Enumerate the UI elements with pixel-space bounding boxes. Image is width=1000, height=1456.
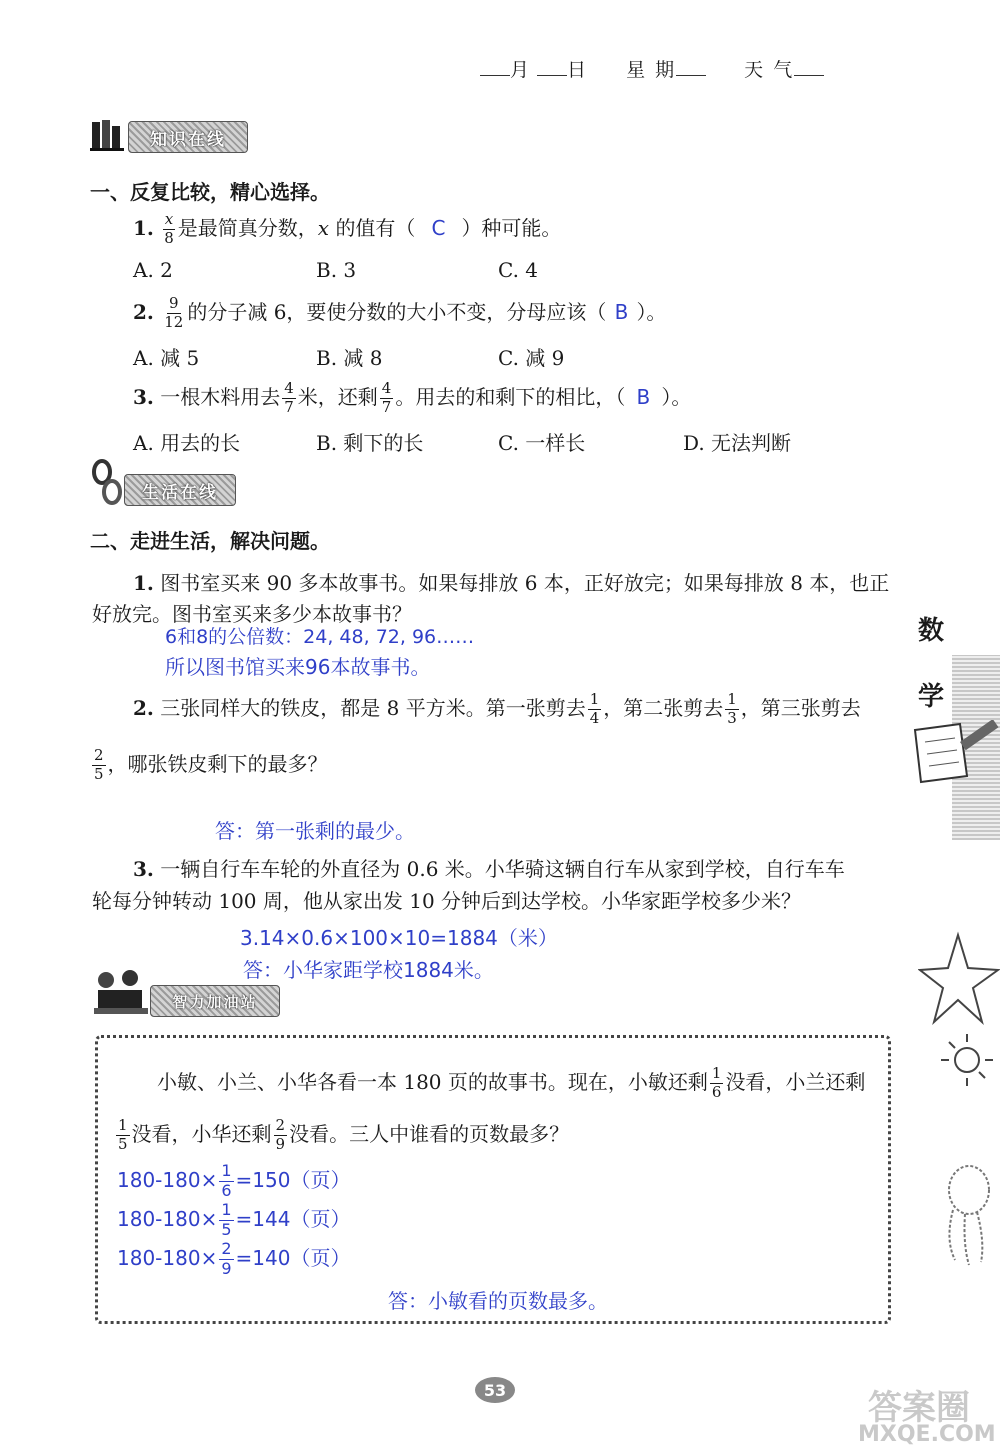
handwritten-answer: 答：第一张剩的最少。 [215, 819, 415, 843]
question-1-1: 1. $\frac{x}{8}$ 是最简真分数，x 的值有（ C ）种可能。 [133, 206, 561, 250]
question-2-1-line2: 好放完。图书室买来多少本故事书？ [92, 602, 412, 626]
question-2-3-line1: 3. 一辆自行车车轮的外直径为 0.6 米。小华骑这辆自行车从家到学校，自行车车 [133, 857, 845, 881]
option-b: B. 减 8 [316, 346, 383, 370]
calc-line-2: 180-180× $\frac{1}{5}$ =144（页） [117, 1200, 351, 1239]
fraction: $\frac{1}{4}$ [589, 690, 600, 727]
section-banner-life: 生活在线 [124, 474, 236, 506]
page-number: 53 [475, 1377, 515, 1403]
watermark-logo: 答案圈 [868, 1388, 970, 1428]
handwritten-answer: B [614, 300, 629, 324]
question-2-1-line1: 1. 图书室买来 90 多本故事书。如果每排放 6 本，正好放完；如果每排放 8 本，也正 [133, 571, 890, 595]
option-c: C. 一样长 [498, 431, 586, 455]
handwritten-answer: C [431, 216, 446, 240]
fraction: $\frac{2}{9}$ [275, 1116, 286, 1153]
question-2-2-line2: $\frac{2}{5}$ ，哪张铁皮剩下的最多？ [94, 746, 328, 783]
octopus-doodle-icon [935, 1150, 1000, 1270]
fraction: $\frac{2}{9}$ [221, 1239, 232, 1278]
question-1-3: 3. 一根木料用去 $\frac{4}{7}$ 米，还剩 $\frac{4}{7}$ 。用去的和剩下的相比，（ B ）。 [133, 375, 691, 419]
option-a: A. 用去的长 [133, 431, 241, 455]
challenge-answer: 答：小敏看的页数最多。 [388, 1289, 608, 1313]
day-label: 日 [567, 59, 589, 81]
question-number: 1. [133, 216, 154, 240]
weekday-label: 星 期 [626, 59, 677, 81]
question-1-2: 2. $\frac{9}{12}$ 的分子减 6，要使分数的大小不变，分母应该（ B ）。 [133, 290, 666, 334]
calc-line-1: 180-180× $\frac{1}{6}$ =150（页） [117, 1161, 351, 1200]
fraction: $\frac{1}{3}$ [727, 690, 737, 727]
question-2-2-line1: 2. 三张同样大的铁皮，都是 8 平方米。第一张剪去 $\frac{1}{4}$ ，第二张剪去 $\frac{1}{3}$ ，第三张剪去 [133, 690, 861, 727]
option-a: A. 2 [133, 258, 173, 282]
handwritten-answer: 答：小华家距学校1884米。 [243, 958, 494, 982]
kids-icon [92, 968, 152, 1018]
month-label: 月 [510, 59, 532, 81]
starfish-icon [918, 930, 1000, 1025]
challenge-line1: 小敏、小兰、小华各看一本 180 页的故事书。现在，小敏还剩 $\frac{1}{6}$ 没看，小兰还剩 [157, 1064, 866, 1101]
fraction: $\frac{2}{5}$ [94, 746, 104, 783]
calc-line-3: 180-180× $\frac{2}{9}$ =140（页） [117, 1239, 351, 1278]
option-d: D. 无法判断 [683, 431, 792, 455]
option-b: B. 剩下的长 [316, 431, 424, 455]
fraction: $\frac{x}{8}$ [164, 210, 174, 247]
side-tab-char-2: 学 [918, 682, 945, 712]
date-header [480, 55, 824, 82]
link-icon [88, 458, 128, 508]
fraction: $\frac{1}{6}$ [711, 1064, 722, 1101]
option-b: B. 3 [316, 258, 357, 282]
watermark-url: MXQE.COM [858, 1422, 996, 1447]
side-tab-char-1: 数 [918, 616, 945, 646]
weather-label: 天 气 [744, 59, 795, 81]
question-number: 2. [133, 300, 154, 324]
fraction: $\frac{1}{5}$ [221, 1200, 232, 1239]
handwritten-work: 6和8的公倍数：24, 48, 72, 96…… [165, 626, 475, 648]
section-banner-brain: 智力加油站 [150, 985, 280, 1017]
sun-doodle-icon [935, 1030, 1000, 1090]
paper-pencil-icon [905, 720, 1000, 790]
section-banner-knowledge: 知识在线 [128, 121, 248, 153]
part1-title: 一、反复比较，精心选择。 [90, 180, 330, 204]
fraction: $\frac{4}{7}$ [284, 379, 294, 416]
option-c: C. 减 9 [498, 346, 565, 370]
question-2-3-line2: 轮每分钟转动 100 周，他从家出发 10 分钟后到达学校。小华家距学校多少米？ [92, 889, 802, 913]
challenge-line2: $\frac{1}{5}$ 没看，小华还剩 $\frac{2}{9}$ 没看。三人中谁看的页数最多？ [118, 1116, 570, 1153]
handwritten-answer: 所以图书馆买来96本故事书。 [165, 655, 431, 679]
handwritten-work: 3.14×0.6×100×10=1884（米） [240, 926, 558, 950]
question-number: 3. [133, 385, 154, 409]
fraction: $\frac{1}{6}$ [221, 1161, 232, 1200]
handwritten-answer: B [636, 385, 651, 409]
fraction: $\frac{1}{5}$ [118, 1116, 128, 1153]
fraction: $\frac{9}{12}$ [164, 294, 184, 331]
option-a: A. 减 5 [133, 346, 200, 370]
option-c: C. 4 [498, 258, 539, 282]
fraction: $\frac{4}{7}$ [381, 379, 392, 416]
books-icon [90, 118, 128, 152]
part2-title: 二、走进生活，解决问题。 [90, 529, 330, 553]
